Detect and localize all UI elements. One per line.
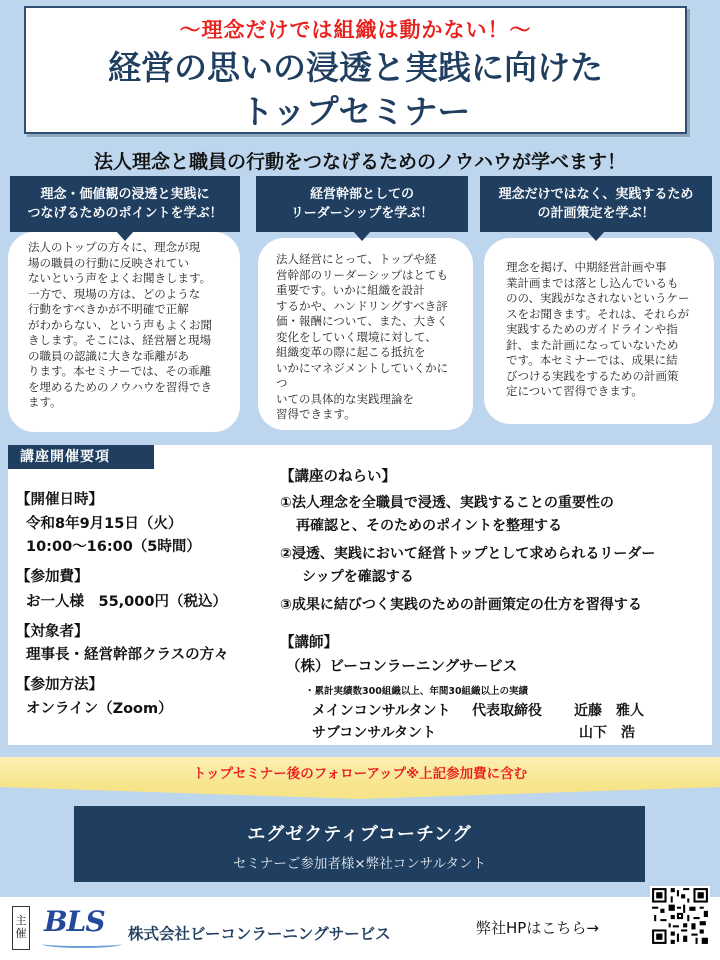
time-value: 10:00～16:00（5時間） xyxy=(26,539,201,555)
homepage-link[interactable]: 弊社HPはこちら→ xyxy=(476,919,599,937)
body-line: の職員の認識に大きな乖離があ xyxy=(28,348,189,363)
point-body-1 xyxy=(8,232,240,432)
body-line: いかにマネジメントしていくかにつ xyxy=(276,360,449,390)
coaching-box xyxy=(74,806,645,882)
fee-heading: 【参加費】 xyxy=(16,569,89,585)
point-heading-3-line2: の計画策定を学ぶ！ xyxy=(537,206,655,221)
body-line: 営幹部のリーダーシップはとても xyxy=(276,267,449,282)
tagline: 法人理念と職員の行動をつなげるためのノウハウが学べます！ xyxy=(93,151,626,173)
point-heading-2 xyxy=(256,176,468,232)
date-heading: 【開催日時】 xyxy=(16,492,103,508)
point-heading-1-line1: 理念・価値観の浸透と実践に xyxy=(40,187,210,202)
aim-1-line2: 再確認と、そのためのポイントを整理する xyxy=(296,518,562,534)
method-heading: 【参加方法】 xyxy=(16,677,103,693)
point-heading-1 xyxy=(10,176,240,232)
point-heading-2-line2: リーダーシップを学ぶ！ xyxy=(290,206,434,221)
sub-consultant-name: 山下 浩 xyxy=(579,725,635,741)
coaching-subtitle: セミナーご参加者様×弊社コンサルタント xyxy=(232,856,487,872)
point-heading-1-line2: つなげるためのポイントを学ぶ！ xyxy=(27,206,223,221)
body-line: 理念を掲げ、中期経営計画や事 xyxy=(506,260,667,274)
lecturer-heading: 【講師】 xyxy=(280,635,338,651)
title-subtitle: ～理念だけでは組織は動かない！～ xyxy=(179,18,532,42)
body-line: 変化をしていく環境に対して、 xyxy=(276,329,437,344)
point-body-2 xyxy=(258,238,473,430)
body-line: 実践するためのガイドラインや指 xyxy=(506,322,678,336)
body-line: ります。本セミナーでは、その乖離 xyxy=(28,364,212,378)
title-box xyxy=(24,6,687,134)
point-body-3 xyxy=(484,238,714,424)
body-line: 法人経営にとって、トップや経 xyxy=(276,252,437,266)
body-line: 習得できます。 xyxy=(276,407,356,421)
body-line: のの、実践がなされないというケー xyxy=(506,291,690,305)
body-line: いての具体的な実践理論を xyxy=(276,391,414,406)
coaching-title: エグゼクティブコーチング xyxy=(247,824,472,845)
body-line: 組織変革の際に起こる抵抗を xyxy=(276,345,426,359)
body-line: 行動をすべきかが不明確で正解 xyxy=(28,302,189,316)
date-value: 令和8年9月15日（火） xyxy=(26,516,183,532)
body-line: スをお聞きます。それは、それらが xyxy=(506,306,690,321)
main-consultant-role: メインコンサルタント xyxy=(312,703,451,719)
lecturer-company: （株）ビーコンラーニングサービス xyxy=(286,659,518,675)
body-line: 場の職員の行動に反映されてい xyxy=(28,255,189,270)
body-line: です。本セミナーでは、成果に結 xyxy=(506,353,678,367)
aims-heading: 【講座のねらい】 xyxy=(280,469,396,485)
followup-arrow xyxy=(0,787,720,799)
point-heading-2-line1: 経営幹部としての xyxy=(309,187,414,202)
sub-consultant-role: サブコンサルタント xyxy=(312,725,437,741)
body-line: がわからない、という声もよくお聞 xyxy=(28,317,212,332)
qr-code-icon[interactable] xyxy=(650,886,710,946)
company-name: 株式会社ビーコンラーニングサービス xyxy=(128,925,391,943)
body-line: ないという声をよくお聞きします。 xyxy=(28,271,212,285)
body-line: 法人のトップの方々に、理念が現 xyxy=(28,240,201,254)
body-line: するかや、ハンドリングすべき評 xyxy=(276,298,448,313)
body-line: 価・報酬について、また、大きく xyxy=(276,314,449,328)
lecturer-note: ・累計実績数300組織以上、年間30組織以上の実績 xyxy=(305,686,529,697)
body-line: きします。そこには、経営層と現場 xyxy=(28,333,212,347)
target-value: 理事長・経営幹部クラスの方々 xyxy=(26,647,229,663)
company-logo: BLS xyxy=(44,905,105,938)
title-line1: 経営の思いの浸透と実践に向けた xyxy=(108,48,603,87)
body-line: を埋めるためのノウハウを習得でき xyxy=(28,379,212,394)
body-line: 一方で、現場の方は、どのような xyxy=(28,286,201,301)
body-line: びつける実践をするための計画策 xyxy=(506,368,679,383)
followup-text: トップセミナー後のフォローアップ※上記参加費に含む xyxy=(192,766,528,782)
point-heading-3-line1: 理念だけではなく、実践するため xyxy=(498,187,694,202)
body-line: 針、また計画になっていないため xyxy=(506,337,679,352)
aim-1-line1: ①法人理念を全職員で浸透、実践することの重要性の xyxy=(280,495,614,511)
title-line2: トップセミナー xyxy=(240,92,471,131)
target-heading: 【対象者】 xyxy=(16,624,89,640)
body-line: 業計画までは落とし込んでいるも xyxy=(506,275,679,290)
aim-2-line1: ②浸透、実践において経営トップとして求められるリーダー xyxy=(280,546,656,562)
sponsor-label: 主催 xyxy=(12,906,30,950)
body-line: 定について習得できます。 xyxy=(506,384,643,398)
fee-value: お一人様 55,000円（税込） xyxy=(26,594,227,610)
main-consultant-title: 代表取締役 xyxy=(472,703,542,719)
aim-3: ③成果に結びつく実践のための計画策定の仕方を習得する xyxy=(280,597,642,613)
point-heading-3 xyxy=(480,176,712,232)
aim-2-line2: シップを確認する xyxy=(302,569,414,585)
logo-swoosh-icon xyxy=(42,940,122,948)
course-info-label: 講座開催要項 xyxy=(8,445,154,469)
main-consultant-name: 近藤 雅人 xyxy=(574,703,644,719)
method-value: オンライン（Zoom） xyxy=(26,701,173,717)
body-line: 重要です。いかに組織を設計 xyxy=(276,283,425,297)
body-line: ます。 xyxy=(28,395,62,409)
